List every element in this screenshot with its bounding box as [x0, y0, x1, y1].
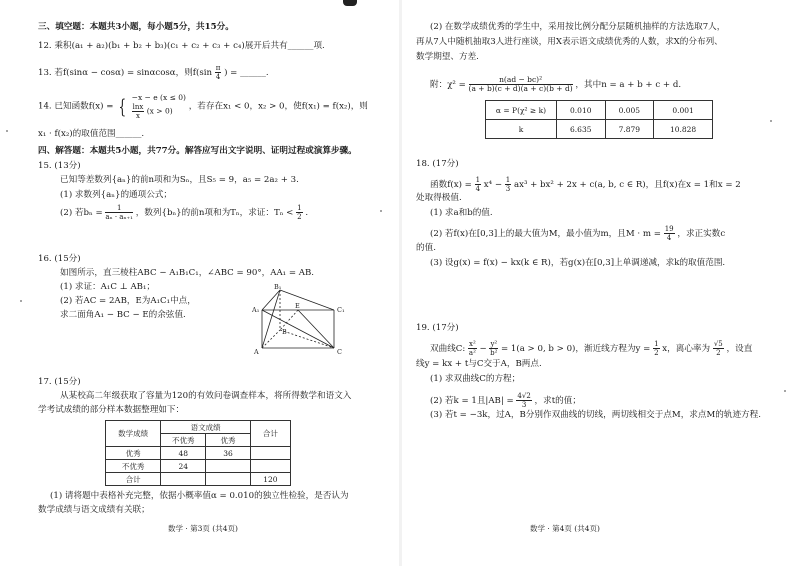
- question-18-part3: (3) 设g(x) = f(x) − kx(k ∈ R)，若g(x)在[0,3]上单调递减，求k的取值范围.: [430, 258, 726, 268]
- prism-figure: [248, 282, 358, 362]
- table-row: k 6.635 7.879 10.828: [486, 120, 713, 139]
- table-row: 优秀 48 36: [106, 447, 291, 460]
- fig-label-e: E: [295, 302, 300, 310]
- question-17-part1: (1) 请将题中表格补充完整，依据小概率值α = 0.010的独立性检验，是否认为: [50, 491, 349, 501]
- question-16-stem: 如图所示，直三棱柱ABC − A₁B₁C₁，∠ABC = 90°，AA₁ = AB.: [60, 268, 315, 278]
- question-18-stem-cont: 处取得极值.: [416, 193, 462, 203]
- question-19-part1: (1) 求双曲线C的方程；: [430, 374, 521, 384]
- question-14-line2: x₁ · f(x₂)的取值范围______.: [38, 129, 145, 139]
- table-col-not-excellent: 不优秀: [161, 434, 206, 447]
- fig-label-c1: C₁: [337, 306, 345, 314]
- fig-label-b: B: [282, 328, 287, 336]
- scan-speck: [770, 120, 772, 122]
- question-15-head: 15. (13分): [38, 161, 81, 171]
- score-table: [105, 420, 291, 486]
- question-16-part2-cont: 求二面角A₁ − BC − E的余弦值.: [60, 310, 186, 320]
- question-19-part3: (3) 若t = −3k，过A，B分别作双曲线的切线，两切线相交于点M，求点M的轨迹方程.: [430, 410, 761, 420]
- question-17-stem-cont: 学考试成绩的部分样本数据整理如下：: [38, 405, 185, 415]
- table-col-excellent: 优秀: [206, 434, 251, 447]
- question-18-part1: (1) 求a和b的值.: [430, 208, 493, 218]
- question-17-part2: (2) 在数学成绩优秀的学生中，采用按比例分配分层随机抽样的方法选取7人，: [430, 22, 726, 32]
- question-18-part2-cont: 的值.: [416, 243, 436, 253]
- question-19-stem: 双曲线C: $\frac{\text{x²}}{\text{a²}}$ − $\frac{\text{y²}}{\text{b²}}$ = 1(a > 0, b > 0)，渐近线方程为y = $\frac{1}{2}$ x，离心率为 $\frac{√5}{2}$ ，设直: [430, 340, 753, 357]
- question-17-part2-end: 数学期望、方差.: [416, 52, 479, 62]
- question-19-head: 19. (17分): [416, 323, 459, 333]
- question-15-part2: (2) 若bₙ = $\frac{1}{\text{aₙ · aₙ₊₁}}$ ，数列{bₙ}的前n项和为Tₙ，求证：Tₙ < $\frac{1}{2}$ .: [60, 204, 309, 221]
- scan-speck: [20, 300, 22, 302]
- fig-label-b1: B₁: [274, 283, 282, 291]
- question-16-head: 16. (15分): [38, 254, 81, 264]
- table-group-header: 语文成绩: [161, 421, 251, 434]
- section-3-title: 三、填空题：本题共3小题，每小题5分，共15分。: [38, 22, 234, 32]
- scan-speck: [380, 210, 382, 212]
- question-15-part1: (1) 求数列{aₙ}的通项公式；: [60, 190, 173, 200]
- question-15-stem: 已知等差数列{aₙ}的前n项和为Sₙ，且S₅ = 9，a₅ = 2a₂ + 3.: [60, 175, 299, 185]
- scan-speck: [784, 390, 786, 392]
- page-footer-left: 数学 · 第3页 (共4页): [168, 524, 238, 533]
- table-row: α = P(χ² ≥ k) 0.010 0.005 0.001: [486, 101, 713, 120]
- chi-square-formula: 附：χ² = $\frac{\text{n(ad − bc)²}}{(a + b)(c + d)(a + c)(b + d)}$ ，其中n = a + b + c + d.: [430, 75, 682, 93]
- question-14: 14. 已知函数f(x) = { −x − e (x ≤ 0) $\frac{\ln x}{x}$ (x > 0) ，若存在x₁ < 0，x₂ > 0，使f(x₁) = f(x₂)，则: [38, 93, 368, 120]
- question-16-part2: (2) 若AC = 2AB，E为A₁C₁中点，: [60, 296, 196, 306]
- scan-speck: [6, 130, 8, 132]
- table-corner: 数学成绩: [106, 421, 161, 447]
- question-18-stem: 函数f(x) = $\frac{1}{4}$ x⁴ − $\frac{1}{3}$ ax³ + bx² + 2x + c(a, b, c ∈ R)，且f(x)在x = 1和x = 2: [430, 176, 741, 193]
- question-19-part2: (2) 若k = 1且|AB| = $\frac{4√2}{3}$ ，求t的值；: [430, 392, 581, 409]
- question-18-head: 18. (17分): [416, 159, 459, 169]
- table-row: 合计 120: [106, 473, 291, 486]
- question-17-stem: 从某校高二年级获取了容量为120的有效问卷调查样本，将所得数学和语文入: [60, 391, 352, 401]
- question-16-part1: (1) 求证：A₁C ⊥ AB₁；: [60, 282, 156, 292]
- critical-value-table: [485, 100, 713, 139]
- question-17-part1-cont: 数学成绩与语文成绩有关联；: [38, 505, 150, 515]
- fig-label-a: A: [254, 348, 259, 356]
- question-12: 12. 乘积(a₁ + a₂)(b₁ + b₂ + b₃)(c₁ + c₂ + c₃ + c₄)展开后共有______项.: [38, 41, 325, 51]
- question-13: 13. 若f(sinα − cosα) = sinαcosα，则f(sin $\frac{\pi}{4}$ ) = ______.: [38, 64, 269, 81]
- question-18-part2: (2) 若f(x)在[0,3]上的最大值为M，最小值为m，且M · m = $\frac{19}{4}$ ，求正实数c: [430, 225, 726, 242]
- fig-label-c: C: [337, 348, 342, 356]
- question-17-part2-cont: 再从7人中随机抽取3人进行座谈，用X表示语文成绩优秀的人数，求X的分布列、: [416, 37, 723, 47]
- question-17-head: 17. (15分): [38, 377, 81, 387]
- question-19-stem-cont: 线y = kx + t与C交于A，B两点.: [416, 359, 542, 369]
- table-row: 不优秀 24: [106, 460, 291, 473]
- page-4: [402, 0, 800, 566]
- section-4-title: 四、解答题：本题共5小题，共77分。解答应写出文字说明、证明过程或演算步骤。: [38, 146, 357, 156]
- fig-label-a1: A₁: [252, 306, 260, 314]
- table-total-header: 合计: [250, 421, 290, 447]
- page-footer-right: 数学 · 第4页 (共4页): [530, 524, 600, 533]
